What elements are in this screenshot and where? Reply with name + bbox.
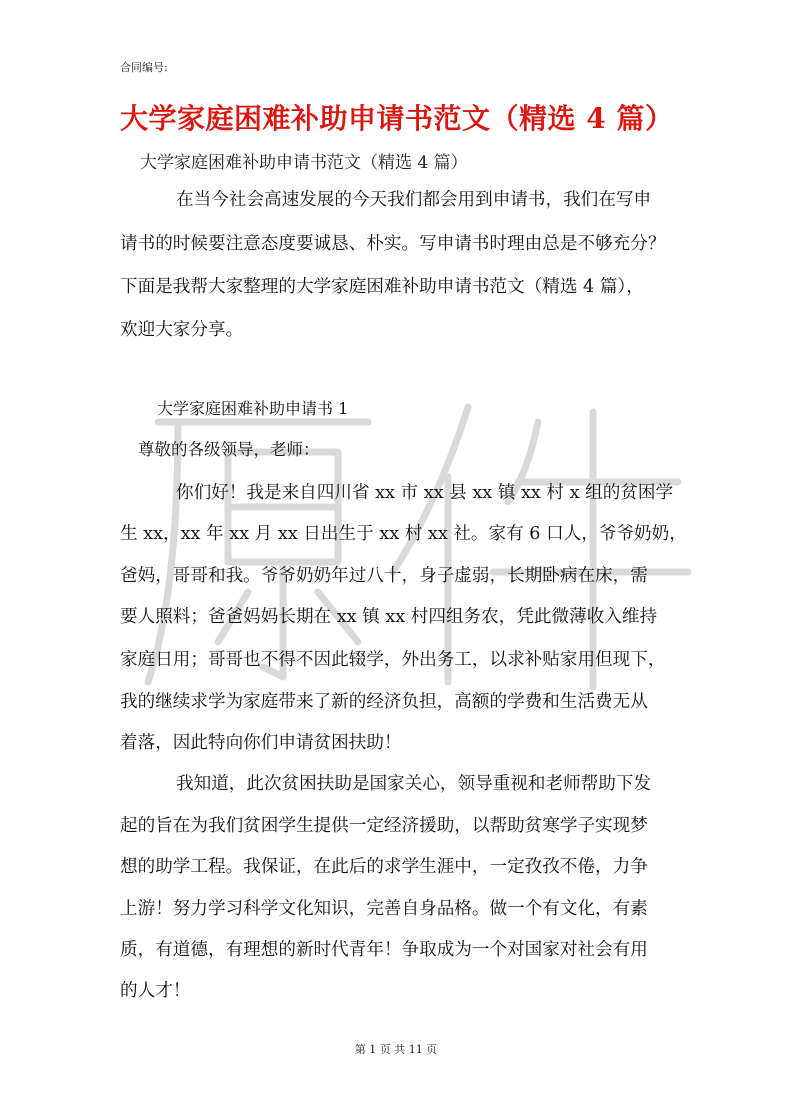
paragraph-line: 生 xx，xx 年 xx 月 xx 日出生于 xx 村 xx 社。家有 6 口人，爷爷奶奶， <box>120 524 687 544</box>
paragraph-line: 起的旨在为我们贫困学生提供一定经济援助，以帮助贫寒学子实现梦 <box>120 816 648 836</box>
document-subtitle: 大学家庭困难补助申请书范文（精选 4 篇） <box>140 153 468 173</box>
paragraph-line: 要人照料；爸爸妈妈长期在 xx 镇 xx 村四组务农，凭此微薄收入维持 <box>120 607 658 627</box>
paragraph-line: 着落，因此特向你们申请贫困扶助！ <box>120 733 402 753</box>
document-title: 大学家庭困难补助申请书范文（精选 4 篇） <box>120 102 674 135</box>
paragraph-line: 我的继续求学为家庭带来了新的经济负担，高额的学费和生活费无从 <box>120 692 648 712</box>
contract-number-label: 合同编号: <box>120 61 168 74</box>
intro-line: 在当今社会高速发展的今天我们都会用到申请书，我们在写申 <box>176 190 652 210</box>
intro-line: 下面是我帮大家整理的大学家庭困难补助申请书范文（精选 4 篇）， <box>120 277 644 297</box>
page-number-footer: 第 1 页 共 11 页 <box>354 1043 438 1056</box>
paragraph-line: 想的助学工程。我保证，在此后的求学生涯中，一定孜孜不倦，力争 <box>120 857 648 877</box>
paragraph-line: 上游！努力学习科学文化知识，完善自身品格。做一个有文化，有素 <box>120 899 648 919</box>
paragraph-line: 质，有道德，有理想的新时代青年！争取成为一个对国家对社会有用 <box>120 940 648 960</box>
paragraph-line: 的人才！ <box>120 981 191 1001</box>
intro-line: 请书的时候要注意态度要诚恳、朴实。写申请书时理由总是不够充分？ <box>120 234 666 254</box>
paragraph-line: 我知道，此次贫困扶助是国家关心，领导重视和老师帮助下发 <box>176 774 652 794</box>
paragraph-line: 爸妈，哥哥和我。爷爷奶奶年过八十，身子虚弱，长期卧病在床，需 <box>120 566 648 586</box>
letter-salutation: 尊敬的各级领导，老师： <box>138 440 320 459</box>
paragraph-line: 家庭日用；哥哥也不得不因此辍学，外出务工，以求补贴家用但现下， <box>120 650 666 670</box>
paragraph-line: 你们好！我是来自四川省 xx 市 xx 县 xx 镇 xx 村 x 组的贫困学 <box>176 483 674 503</box>
intro-line: 欢迎大家分享。 <box>120 320 244 340</box>
letter-heading: 大学家庭困难补助申请书 1 <box>157 399 349 418</box>
